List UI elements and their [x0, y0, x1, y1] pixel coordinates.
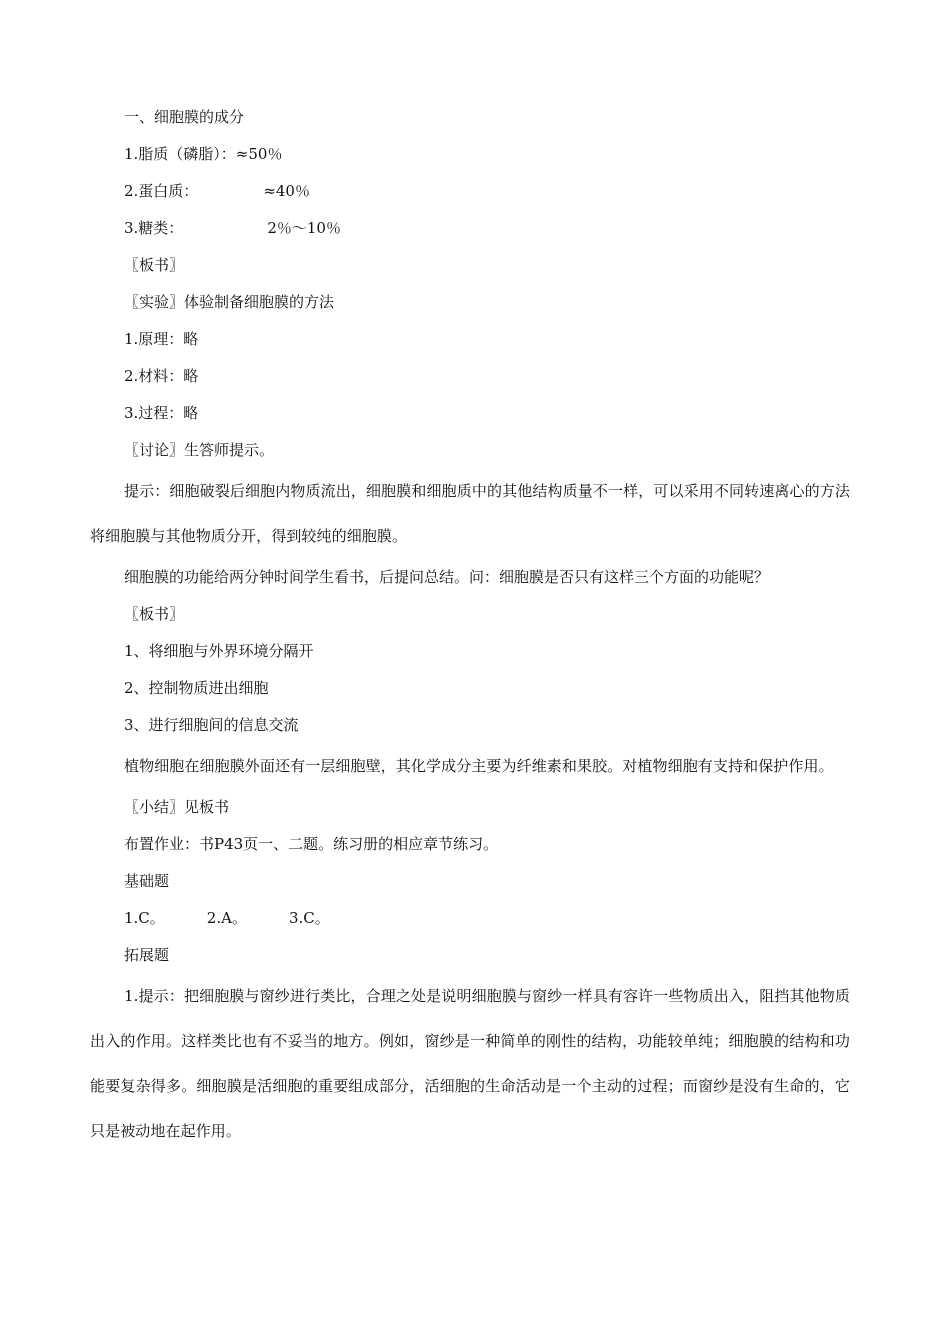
- process-line: 3.过程：略: [124, 404, 199, 422]
- hint-paragraph: 提示：细胞破裂后细胞内物质流出，细胞膜和细胞质中的其他结构质量不一样，可以采用不同转速离心的方法将细胞膜与其他物质分开，得到较纯的细胞膜。: [90, 482, 850, 545]
- function-item: 2、控制物质进出细胞: [124, 679, 269, 697]
- document-body: [90, 99, 850, 1154]
- discussion-line: 〖讨论〗生答师提示。: [124, 441, 275, 459]
- function-paragraph: 细胞膜的功能给两分钟时间学生看书，后提问总结。问：细胞膜是否只有这样三个方面的功能呢？: [124, 568, 770, 586]
- basic-answer: 2.A。: [206, 909, 247, 927]
- sugar-value: 2％～10％: [267, 219, 341, 237]
- sugar-line: [90, 210, 850, 247]
- function-item: 1、将细胞与外界环境分隔开: [124, 642, 314, 660]
- function-item: 3、进行细胞间的信息交流: [124, 716, 299, 734]
- basic-answer: 1.C。: [124, 909, 165, 927]
- board-label: 〖板书〗: [124, 605, 185, 623]
- sugar-label: 3.糖类：: [124, 219, 184, 237]
- protein-value: ≈40％: [263, 182, 310, 200]
- material-line: 2.材料：略: [124, 367, 199, 385]
- protein-line: [90, 173, 850, 210]
- summary-line: 〖小结〗见板书: [124, 798, 230, 816]
- homework-line: 布置作业：书P43页一、二题。练习册的相应章节练习。: [124, 835, 499, 853]
- section-heading: 一、细胞膜的成分: [124, 108, 245, 126]
- lipid-line: 1.脂质（磷脂）：≈50％: [124, 145, 283, 163]
- extend-paragraph: 1.提示：把细胞膜与窗纱进行类比，合理之处是说明细胞膜与窗纱一样具有容许一些物质出入，阻挡其他物质出入的作用。这样类比也有不妥当的地方。例如，窗纱是一种简单的刚性的结构，功能较单纯；细胞膜的结构和功能要复杂得多。细胞膜是活细胞的重要组成部分，活细胞的生命活动是一个主动的过程；而窗纱是没有生命的，它只是被动地在起作用。: [90, 987, 850, 1140]
- protein-label: 2.蛋白质：: [124, 182, 199, 200]
- principle-line: 1.原理：略: [124, 330, 199, 348]
- cellwall-paragraph: 植物细胞在细胞膜外面还有一层细胞壁，其化学成分主要为纤维素和果胶。对植物细胞有支持和保护作用。: [124, 757, 834, 775]
- basic-answers: [90, 900, 850, 937]
- basic-answer: 3.C。: [288, 909, 330, 927]
- experiment-line: 〖实验〗体验制备细胞膜的方法: [124, 293, 335, 311]
- basic-title: 基础题: [124, 872, 170, 890]
- extend-title: 拓展题: [124, 946, 170, 964]
- board-label: 〖板书〗: [124, 256, 185, 274]
